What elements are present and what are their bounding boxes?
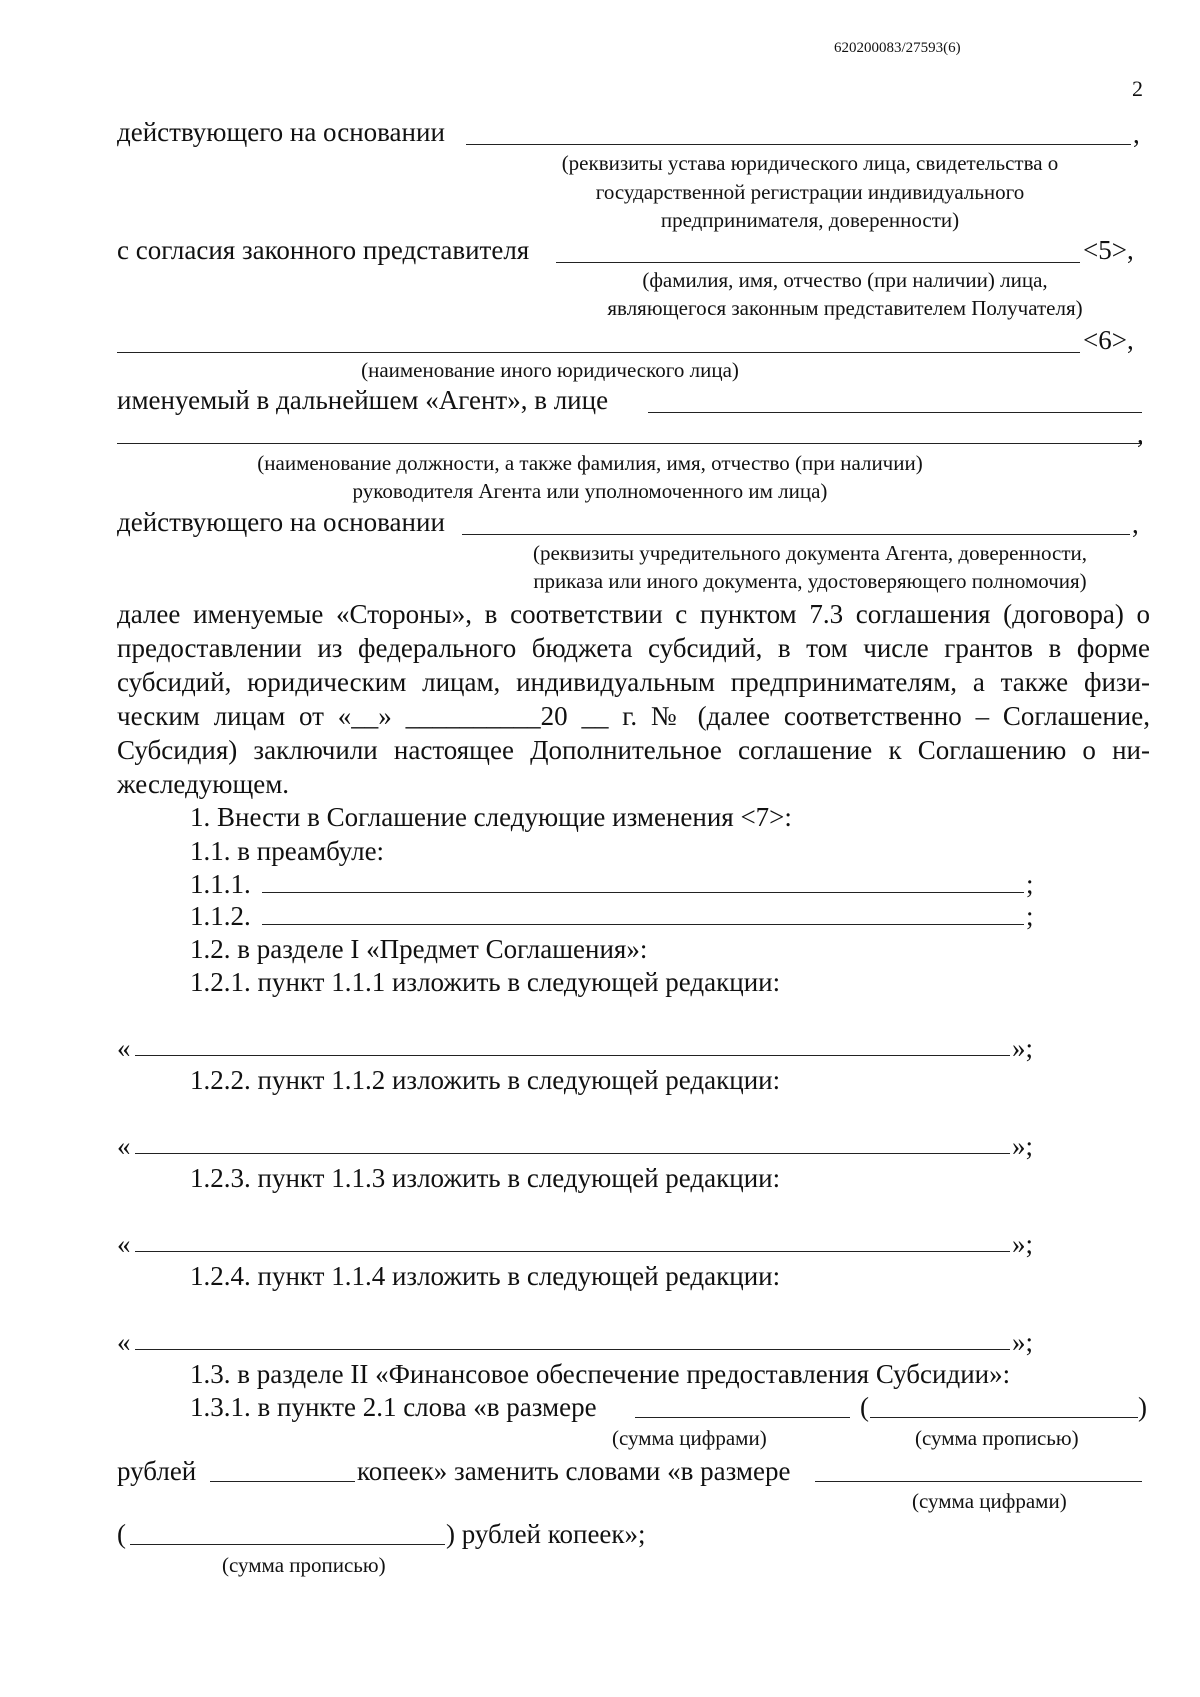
sum-digits-blank-1 <box>635 1417 850 1418</box>
org-blank <box>117 352 1080 353</box>
sum-digits-hint-2: (сумма цифрами) <box>912 1489 1067 1513</box>
quote-open-3: « <box>117 1229 131 1259</box>
quote-close-2: »; <box>1012 1131 1034 1161</box>
quote-open-1: « <box>117 1033 131 1063</box>
agent-label: именуемый в дальнейшем «Агент», в лице <box>117 385 609 415</box>
basis-hint-3: предпринимателя, доверенности) <box>660 208 960 232</box>
body-line-5: Субсидия) заключили настоящее Дополнительное соглашение к Соглашению о ни- <box>117 735 1150 765</box>
quote-close-4: »; <box>1012 1327 1034 1357</box>
item-1-2: 1.2. в разделе I «Предмет Соглашения»: <box>190 934 648 964</box>
item-1-1-1-blank <box>262 892 1024 893</box>
body-line-2: предоставлении из федерального бюджета субсидий, в том числе грантов в форме <box>117 633 1150 663</box>
item-1-1-1-semicolon: ; <box>1026 869 1034 899</box>
item-1-2-1: 1.2.1. пункт 1.1.1 изложить в следующей редакции: <box>190 967 781 997</box>
org-hint: (наименование иного юридического лица) <box>361 358 739 382</box>
quote-open-2: « <box>117 1131 131 1161</box>
item-1-3-1: 1.3.1. в пункте 2.1 слова «в размере <box>190 1392 597 1422</box>
basis-hint-2: государственной регистрации индивидуального <box>595 180 1025 204</box>
kop-replace: копеек» заменить словами «в размере <box>357 1456 791 1486</box>
basis-hint-1: (реквизиты устава юридического лица, свидетельства о <box>561 151 1059 175</box>
item-1-1: 1.1. в преамбуле: <box>190 836 385 866</box>
quote-open-4: « <box>117 1327 131 1357</box>
basis-blank <box>466 144 1131 145</box>
agent-hint-1: (наименование должности, а также фамилия, имя, отчество (при наличии) <box>257 451 923 475</box>
body-line-6: жеследующем. <box>117 769 290 799</box>
rep-hint-1: (фамилия, имя, отчество (при наличии) лица, <box>642 268 1048 292</box>
item-1: 1. Внести в Соглашение следующие изменения <7>: <box>190 802 792 832</box>
quote-blank-4 <box>135 1349 1010 1350</box>
body-line-3: субсидий, юридическим лицам, индивидуальным предпринимателям, а также физи- <box>117 667 1150 697</box>
quote-close-1: »; <box>1012 1033 1034 1063</box>
item-1-2-2: 1.2.2. пункт 1.1.2 изложить в следующей редакции: <box>190 1065 781 1095</box>
rub-label: рублей <box>117 1456 197 1486</box>
rub-kop-end: ) рублей копеек»; <box>446 1519 646 1549</box>
agent-basis-blank <box>462 534 1130 535</box>
sum-digits-blank-2 <box>815 1481 1142 1482</box>
item-1-1-2-semicolon: ; <box>1026 901 1034 931</box>
paren-close-1: ) <box>1138 1392 1147 1422</box>
agent-basis-hint-1: (реквизиты учредительного документа Агента, доверенности, <box>533 541 1087 565</box>
agent-basis-label: действующего на основании <box>117 507 445 537</box>
sum-words-hint-2: (сумма прописью) <box>222 1553 386 1577</box>
sum-words-blank-2 <box>130 1544 445 1545</box>
agent-comma: , <box>1137 419 1144 449</box>
body-line-4: ческим лицам от «__» __________20 __ г. № (далее соответственно – Соглашение, <box>117 701 1150 731</box>
rep-ref: <5>, <box>1083 235 1134 265</box>
basis-comma: , <box>1133 119 1140 149</box>
agent-blank-2 <box>117 443 1142 444</box>
item-1-1-2: 1.1.2. <box>190 901 251 931</box>
kop-blank <box>210 1481 355 1482</box>
paren-open-2: ( <box>117 1519 126 1549</box>
item-1-2-3: 1.2.3. пункт 1.1.3 изложить в следующей редакции: <box>190 1163 781 1193</box>
rep-hint-2: являющегося законным представителем Получателя) <box>607 296 1083 320</box>
item-1-3: 1.3. в разделе II «Финансовое обеспечение предоставления Субсидии»: <box>190 1359 1011 1389</box>
agent-basis-hint-2: приказа или иного документа, удостоверяющего полномочия) <box>533 569 1087 593</box>
quote-close-3: »; <box>1012 1229 1034 1259</box>
item-1-1-1: 1.1.1. <box>190 869 251 899</box>
sum-words-blank-1 <box>870 1417 1138 1418</box>
item-1-2-4: 1.2.4. пункт 1.1.4 изложить в следующей редакции: <box>190 1261 781 1291</box>
body-line-1: далее именуемые «Стороны», в соответствии с пунктом 7.3 соглашения (договора) о <box>117 599 1150 629</box>
agent-blank <box>648 412 1142 413</box>
basis-label: действующего на основании <box>117 117 445 147</box>
quote-blank-2 <box>135 1153 1010 1154</box>
quote-blank-1 <box>135 1055 1010 1056</box>
rep-blank <box>556 262 1080 263</box>
rep-label: с согласия законного представителя <box>117 235 530 265</box>
document-code: 620200083/27593(6) <box>834 40 961 56</box>
page-number: 2 <box>1132 76 1143 101</box>
agent-basis-comma: , <box>1132 509 1139 539</box>
sum-words-hint-1: (сумма прописью) <box>915 1426 1079 1450</box>
paren-open-1: ( <box>860 1392 869 1422</box>
sum-digits-hint-1: (сумма цифрами) <box>612 1426 767 1450</box>
quote-blank-3 <box>135 1251 1010 1252</box>
agent-hint-2: руководителя Агента или уполномоченного им лица) <box>352 479 828 503</box>
item-1-1-2-blank <box>262 924 1024 925</box>
org-ref: <6>, <box>1083 325 1134 355</box>
